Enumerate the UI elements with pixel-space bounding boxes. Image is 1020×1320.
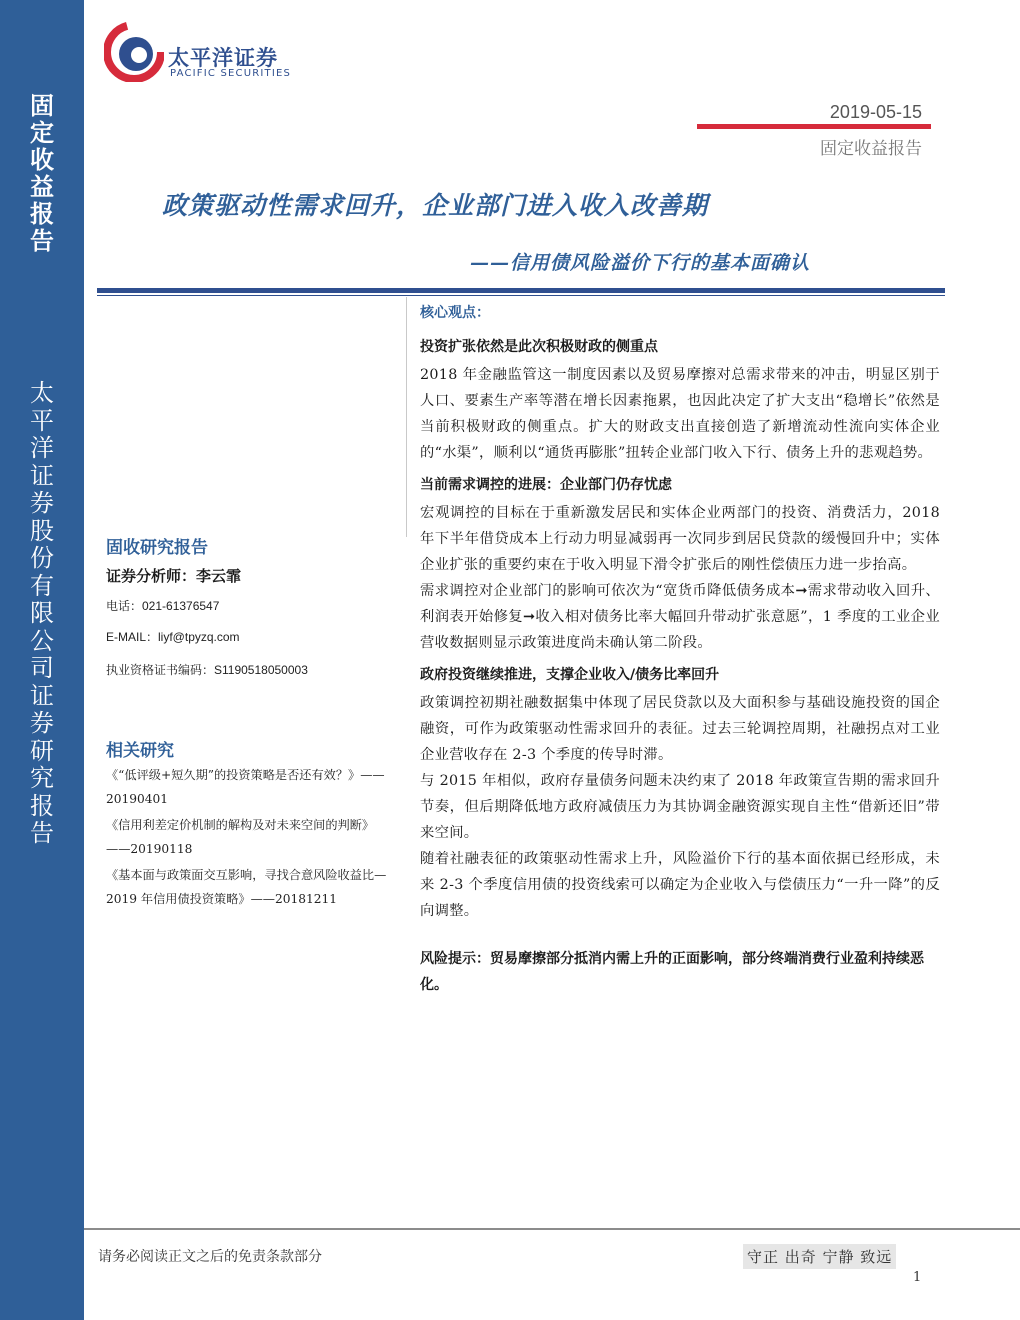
- sidebar-company-label: [0, 380, 84, 848]
- column-divider: [406, 297, 407, 537]
- sidebar-char: 证: [30, 681, 54, 710]
- sidebar-top-label: [0, 92, 84, 254]
- left-info-column: [106, 533, 396, 911]
- section-heading: 政府投资继续推进，支撑企业收入/债务比率回升: [420, 667, 720, 683]
- paragraph: 2018 年金融监管这一制度因素以及贸易摩擦对总需求带来的冲击，明显区别于人口、要素生产率等潜在增长因素拖累，也因此决定了扩大支出“稳增长”依然是当前积极财政的侧重点。扩大的财政支出直接创造了新增流动性流向实体企业的“水渠”，顺利以“通货再膨胀”扭转企业部门收入下行、债务上升的悲观趋势。: [420, 367, 940, 461]
- sidebar-char: 股: [30, 516, 54, 545]
- sidebar-char: 报: [30, 199, 54, 228]
- sidebar-char: 定: [30, 118, 54, 147]
- company-logo: [104, 22, 304, 82]
- title-rule-thin: [97, 295, 945, 296]
- related-research-item[interactable]: 《信用利差定价机制的解构及对未来空间的判断》——20190118: [106, 818, 375, 856]
- core-views-label: 核心观点：: [420, 305, 490, 321]
- sidebar-char: 公: [30, 626, 54, 655]
- disclaimer-note: 请务必阅读正文之后的免责条款部分: [98, 1249, 322, 1265]
- analyst-cert-number: 执业资格证书编码：S1190518050003: [106, 663, 308, 677]
- logo-chinese-name: 太平洋证券: [168, 46, 278, 70]
- related-research-item[interactable]: 《“低评级+短久期”的投资策略是否还有效？》——20190401: [106, 768, 385, 806]
- sidebar-char: 告: [30, 819, 54, 847]
- report-type: 固定收益报告: [820, 139, 922, 159]
- report-subtitle: ——信用债风险溢价下行的基本面确认: [470, 252, 811, 274]
- report-title: 政策驱动性需求回升，企业部门进入收入改善期: [162, 191, 709, 220]
- header-accent-bar: [697, 124, 931, 129]
- pacific-securities-logo-icon: [104, 22, 164, 82]
- company-motto: 守正 出奇 宁静 致远: [743, 1244, 896, 1269]
- related-research-heading: 相关研究: [106, 741, 174, 761]
- sidebar-char: 司: [30, 654, 54, 682]
- sidebar-char: 报: [30, 791, 54, 820]
- sidebar-char: 证: [30, 461, 54, 490]
- sidebar-char: 究: [30, 764, 54, 792]
- page-number: 1: [913, 1270, 922, 1285]
- sidebar-char: 限: [30, 599, 54, 627]
- sidebar-char: 券: [30, 709, 54, 737]
- sidebar-bottom-band: [0, 298, 84, 1320]
- section-heading: 当前需求调控的进展：企业部门仍存忧虑: [420, 477, 672, 493]
- analyst-phone: 电话：021-61376547: [106, 599, 220, 613]
- footer-divider: [84, 1228, 1020, 1230]
- paragraph: 政策调控初期社融数据集中体现了居民贷款以及大面积参与基础设施投资的国企融资，可作为政策驱动性需求回升的表征。过去三轮调控周期，社融拐点对工业企业营收存在 2-3 个季度的传导时滞。: [420, 695, 940, 763]
- sidebar-char: 研: [30, 736, 54, 765]
- report-date: 2019-05-15: [829, 102, 922, 122]
- sidebar-char: 券: [30, 489, 54, 517]
- sidebar-char: 平: [30, 406, 54, 435]
- sidebar-char: 份: [30, 544, 54, 572]
- paragraph: 随着社融表征的政策驱动性需求上升，风险溢价下行的基本面依据已经形成，未来 2-3 个季度信用债的投资线索可以确定为企业收入与偿债压力“一升一降”的反向调整。: [420, 851, 940, 919]
- logo-english-name: PACIFIC SECURITIES: [170, 68, 292, 79]
- risk-warning: 风险提示：贸易摩擦部分抵消内需上升的正面影响，部分终端消费行业盈利持续恶化。: [420, 951, 924, 993]
- analyst-email[interactable]: E-MAIL：liyf@tpyzq.com: [106, 630, 240, 644]
- sidebar-char: 太: [30, 379, 54, 407]
- sidebar-char: 洋: [30, 434, 54, 462]
- paragraph: 与 2015 年相似，政府存量债务问题未决约束了 2018 年政策宣告期的需求回升节奏，但后期降低地方政府减债压力为其协调金融资源实现自主性“借新还旧”带来空间。: [420, 773, 940, 841]
- paragraph: 需求调控对企业部门的影响可依次为“宽货币降低债务成本➞需求带动收入回升、利润表开始修复➞收入相对债务比率大幅回升带动扩张意愿”，1 季度的工业企业营收数据则显示政策进度尚未确认第二阶段。: [420, 583, 940, 651]
- sidebar-char: 告: [30, 226, 54, 255]
- paragraph: 宏观调控的目标在于重新激发居民和实体企业两部门的投资、消费活力，2018 年下半年借贷成本上行动力明显减弱再一次同步到居民贷款的缓慢回升中；实体企业扩张的重要约束在于收入明显下滑令扩张后的刚性偿债压力进一步抬高。: [420, 505, 940, 573]
- research-type-heading: 固收研究报告: [106, 538, 208, 558]
- core-views-column: [420, 302, 940, 998]
- related-research-item[interactable]: 《基本面与政策面交互影响，寻找合意风险收益比—2019 年信用债投资策略》——20181211: [106, 868, 387, 906]
- sidebar-char: 益: [30, 172, 54, 201]
- analyst-name: 证券分析师：李云霏: [106, 567, 242, 585]
- section-heading: 投资扩张依然是此次积极财政的侧重点: [420, 339, 658, 355]
- sidebar-top-band: [0, 0, 84, 298]
- title-rule-thick: [97, 288, 945, 293]
- sidebar-char: 固: [30, 91, 54, 120]
- sidebar-char: 收: [30, 145, 54, 174]
- sidebar-char: 有: [30, 571, 54, 600]
